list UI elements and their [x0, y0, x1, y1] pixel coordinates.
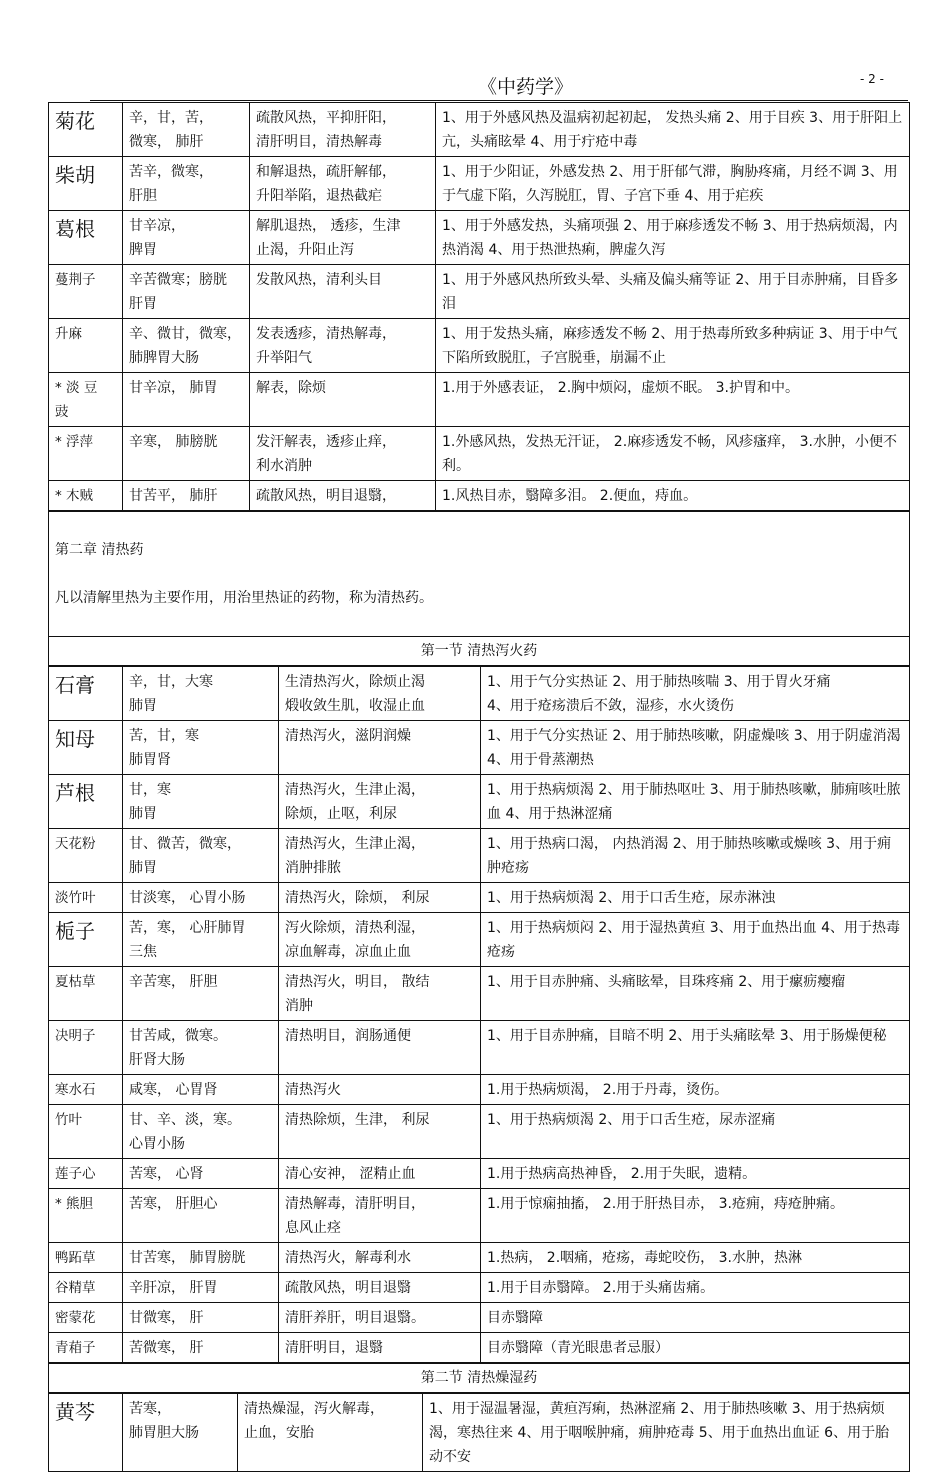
herb-effects: 清热明目，润肠通便: [279, 1021, 481, 1075]
section-row: [49, 637, 910, 666]
herb-properties: 甘微寒， 肝: [123, 1303, 279, 1333]
page-number: - 2 -: [860, 72, 884, 86]
herb-effects: 清热泻火，解毒利水: [279, 1243, 481, 1273]
herb-table-3: [48, 1393, 910, 1472]
herb-indications: 目赤翳障（青光眼患者忌服）: [481, 1333, 910, 1363]
herb-name: * 浮萍: [49, 427, 123, 481]
herb-name: 升麻: [49, 319, 123, 373]
herb-effects: 清热泻火: [279, 1075, 481, 1105]
herb-indications: 1.用于热病烦渴， 2.用于丹毒，烫伤。: [481, 1075, 910, 1105]
herb-row: [49, 1159, 910, 1189]
herb-table-2: [48, 666, 910, 1363]
herb-name: * 淡 豆 豉: [49, 373, 123, 427]
herb-name: * 木贼: [49, 481, 123, 511]
herb-indications: 1、用于热病烦渴 2、用于肺热呕吐 3、用于肺热咳嗽，肺痈咳吐脓血 4、用于热淋涩痛: [481, 775, 910, 829]
herb-row: [49, 1394, 910, 1472]
herb-name: 鸭跖草: [49, 1243, 123, 1273]
herb-name: 黄芩: [49, 1394, 123, 1472]
herb-row: [49, 775, 910, 829]
herb-row: [49, 721, 910, 775]
herb-effects: 清热燥湿，泻火解毒， 止血，安胎: [238, 1394, 423, 1472]
section-row: [49, 1364, 910, 1393]
herb-effects: 发散风热，清利头目: [250, 265, 436, 319]
herb-effects: 清热泻火，滋阴润燥: [279, 721, 481, 775]
herb-row: [49, 913, 910, 967]
herb-properties: 苦辛，微寒， 肝胆: [123, 157, 250, 211]
herb-name: 谷精草: [49, 1273, 123, 1303]
herb-name: 知母: [49, 721, 123, 775]
section-heading-2: 第二节 清热燥湿药: [49, 1364, 910, 1393]
herb-row: [49, 373, 910, 427]
herb-name: 淡竹叶: [49, 883, 123, 913]
herb-properties: 咸寒， 心胃肾: [123, 1075, 279, 1105]
herb-effects: 清热泻火，明目， 散结 消肿: [279, 967, 481, 1021]
herb-indications: 1、用于湿温暑湿，黄疸泻痢，热淋涩痛 2、用于肺热咳嗽 3、用于热病烦渴，寒热往来 4、用于咽喉肿痛，痈肿疮毒 5、用于血热出血证 6、用于胎动不安: [423, 1394, 910, 1472]
herb-row: [49, 481, 910, 511]
herb-row: [49, 1189, 910, 1243]
herb-effects: 清肝养肝，明目退翳。: [279, 1303, 481, 1333]
herb-indications: 1、用于目赤肿痛、头痛眩晕，目珠疼痛 2、用于瘰疬瘿瘤: [481, 967, 910, 1021]
page-header: [0, 70, 950, 100]
herb-indications: 1、用于气分实热证 2、用于肺热咳喘 3、用于胃火牙痛 4、用于疮疡溃后不敛，湿疹，水火烫伤: [481, 667, 910, 721]
header-rule: [90, 100, 908, 101]
herb-row: [49, 211, 910, 265]
herb-properties: 苦寒， 肝胆心: [123, 1189, 279, 1243]
herb-indications: 1、用于气分实热证 2、用于肺热咳嗽，阴虚燥咳 3、用于阴虚消渴 4、用于骨蒸潮热: [481, 721, 910, 775]
herb-indications: 1、用于目赤肿痛，目暗不明 2、用于头痛眩晕 3、用于肠燥便秘: [481, 1021, 910, 1075]
herb-row: [49, 1243, 910, 1273]
herb-properties: 辛、微甘，微寒， 肺脾胃大肠: [123, 319, 250, 373]
herb-properties: 甘、微苦，微寒， 肺胃: [123, 829, 279, 883]
document-title: 《中药学》: [478, 76, 574, 98]
herb-effects: 清肝明目，退翳: [279, 1333, 481, 1363]
herb-effects: 疏散风热，明目退翳，: [250, 481, 436, 511]
herb-indications: 1.热病， 2.咽痛，疮疡，毒蛇咬伤， 3.水肿，热淋: [481, 1243, 910, 1273]
herb-properties: 甘、辛、淡，寒。 心胃小肠: [123, 1105, 279, 1159]
herb-name: 莲子心: [49, 1159, 123, 1189]
section-table: [48, 1363, 910, 1393]
herb-indications: 1、用于热病烦渴 2、用于口舌生疮，尿赤淋浊: [481, 883, 910, 913]
herb-row: [49, 1273, 910, 1303]
herb-indications: 1.用于惊痫抽搐， 2.用于肝热目赤， 3.疮痈，痔疮肿痛。: [481, 1189, 910, 1243]
herb-row: [49, 1021, 910, 1075]
herb-indications: 1、用于外感风热所致头晕、头痛及偏头痛等证 2、用于目赤肿痛，目昏多泪: [436, 265, 910, 319]
herb-properties: 辛苦寒， 肝胆: [123, 967, 279, 1021]
chapter-table: [48, 511, 910, 666]
herb-name: 菊花: [49, 103, 123, 157]
herb-indications: 1、用于热病口渴， 内热消渴 2、用于肺热咳嗽或燥咳 3、用于痈肿疮疡: [481, 829, 910, 883]
herb-effects: 疏散风热，明目退翳: [279, 1273, 481, 1303]
herb-effects: 清热解毒，清肝明目， 息风止痉: [279, 1189, 481, 1243]
herb-effects: 发汗解表，透疹止痒， 利水消肿: [250, 427, 436, 481]
herb-effects: 清热泻火，生津止渴， 消肿排脓: [279, 829, 481, 883]
herb-row: [49, 1303, 910, 1333]
section-heading-1: 第一节 清热泻火药: [49, 637, 910, 666]
herb-effects: 清热除烦，生津， 利尿: [279, 1105, 481, 1159]
herb-name: 芦根: [49, 775, 123, 829]
herb-indications: 1、用于外感发热，头痛项强 2、用于麻疹透发不畅 3、用于热病烦渴，内热消渴 4、用于热泄热痢，脾虚久泻: [436, 211, 910, 265]
herb-sheet: [48, 102, 909, 1472]
herb-properties: 辛，甘，苦， 微寒， 肺肝: [123, 103, 250, 157]
herb-indications: 1、用于发热头痛，麻疹透发不畅 2、用于热毒所致多种病证 3、用于中气下陷所致脱肛，子宫脱垂，崩漏不止: [436, 319, 910, 373]
herb-row: [49, 1105, 910, 1159]
herb-properties: 辛寒， 肺膀胱: [123, 427, 250, 481]
herb-indications: 1、用于热病烦渴 2、用于口舌生疮，尿赤涩痛: [481, 1105, 910, 1159]
herb-properties: 甘辛凉， 脾胃: [123, 211, 250, 265]
herb-name: 寒水石: [49, 1075, 123, 1105]
herb-name: 蔓荆子: [49, 265, 123, 319]
herb-row: [49, 667, 910, 721]
herb-name: 密蒙花: [49, 1303, 123, 1333]
herb-properties: 辛，甘，大寒 肺胃: [123, 667, 279, 721]
herb-properties: 苦寒， 肺胃胆大肠: [123, 1394, 238, 1472]
herb-name: * 熊胆: [49, 1189, 123, 1243]
herb-effects: 疏散风热，平抑肝阳， 清肝明目，清热解毒: [250, 103, 436, 157]
herb-name: 石膏: [49, 667, 123, 721]
herb-row: [49, 427, 910, 481]
herb-properties: 辛肝凉， 肝胃: [123, 1273, 279, 1303]
herb-indications: 1.外感风热，发热无汗证， 2.麻疹透发不畅，风疹瘙痒， 3.水肿，小便不利。: [436, 427, 910, 481]
herb-row: [49, 1333, 910, 1363]
herb-name: 青葙子: [49, 1333, 123, 1363]
herb-indications: 1、用于热病烦闷 2、用于湿热黄疸 3、用于血热出血 4、用于热毒疮疡: [481, 913, 910, 967]
herb-properties: 甘淡寒， 心胃小肠: [123, 883, 279, 913]
herb-row: [49, 967, 910, 1021]
chapter-row: [49, 512, 910, 637]
herb-properties: 苦微寒， 肝: [123, 1333, 279, 1363]
herb-row: [49, 829, 910, 883]
herb-effects: 清心安神， 涩精止血: [279, 1159, 481, 1189]
chapter-heading: [49, 512, 910, 637]
herb-indications: 目赤翳障: [481, 1303, 910, 1333]
herb-properties: 甘苦咸，微寒。 肝肾大肠: [123, 1021, 279, 1075]
herb-effects: 解表，除烦: [250, 373, 436, 427]
herb-effects: 清热泻火，生津止渴， 除烦，止呕，利尿: [279, 775, 481, 829]
herb-name: 栀子: [49, 913, 123, 967]
herb-properties: 苦，甘，寒 肺胃肾: [123, 721, 279, 775]
herb-indications: 1.用于目赤翳障。 2.用于头痛齿痛。: [481, 1273, 910, 1303]
herb-name: 竹叶: [49, 1105, 123, 1159]
herb-indications: 1.风热目赤，翳障多泪。 2.便血，痔血。: [436, 481, 910, 511]
herb-name: 天花粉: [49, 829, 123, 883]
herb-indications: 1、用于少阳证，外感发热 2、用于肝郁气滞，胸胁疼痛，月经不调 3、用于气虚下陷，久泻脱肛，胃、子宫下垂 4、用于疟疾: [436, 157, 910, 211]
herb-effects: 生清热泻火，除烦止渴 煅收敛生肌，收湿止血: [279, 667, 481, 721]
herb-properties: 甘辛凉， 肺胃: [123, 373, 250, 427]
herb-effects: 和解退热，疏肝解郁， 升阳举陷，退热截疟: [250, 157, 436, 211]
herb-properties: 辛苦微寒；膀胱 肝胃: [123, 265, 250, 319]
herb-properties: 甘苦寒， 肺胃膀胱: [123, 1243, 279, 1273]
herb-row: [49, 319, 910, 373]
herb-name: 柴胡: [49, 157, 123, 211]
herb-indications: 1.用于外感表证， 2.胸中烦闷，虚烦不眠。 3.护胃和中。: [436, 373, 910, 427]
herb-effects: 泻火除烦，清热利湿， 凉血解毒，凉血止血: [279, 913, 481, 967]
herb-properties: 甘，寒 肺胃: [123, 775, 279, 829]
herb-indications: 1.用于热病高热神昏， 2.用于失眠，遗精。: [481, 1159, 910, 1189]
herb-effects: 清热泻火，除烦， 利尿: [279, 883, 481, 913]
herb-row: [49, 157, 910, 211]
herb-name: 决明子: [49, 1021, 123, 1075]
herb-row: [49, 1075, 910, 1105]
chapter-title: 第二章 清热药: [55, 542, 144, 558]
herb-name: 葛根: [49, 211, 123, 265]
herb-effects: 发表透疹，清热解毒， 升举阳气: [250, 319, 436, 373]
herb-name: 夏枯草: [49, 967, 123, 1021]
herb-effects: 解肌退热， 透疹，生津 止渴，升阳止泻: [250, 211, 436, 265]
herb-row: [49, 883, 910, 913]
herb-row: [49, 265, 910, 319]
herb-table-1: [48, 102, 910, 511]
herb-properties: 苦，寒， 心肝肺胃 三焦: [123, 913, 279, 967]
herb-row: [49, 103, 910, 157]
herb-properties: 甘苦平， 肺肝: [123, 481, 250, 511]
herb-indications: 1、用于外感风热及温病初起初起， 发热头痛 2、用于目疾 3、用于肝阳上亢，头痛眩晕 4、用于疔疮中毒: [436, 103, 910, 157]
chapter-definition: 凡以清解里热为主要作用，用治里热证的药物，称为清热药。: [55, 590, 433, 606]
herb-properties: 苦寒， 心肾: [123, 1159, 279, 1189]
